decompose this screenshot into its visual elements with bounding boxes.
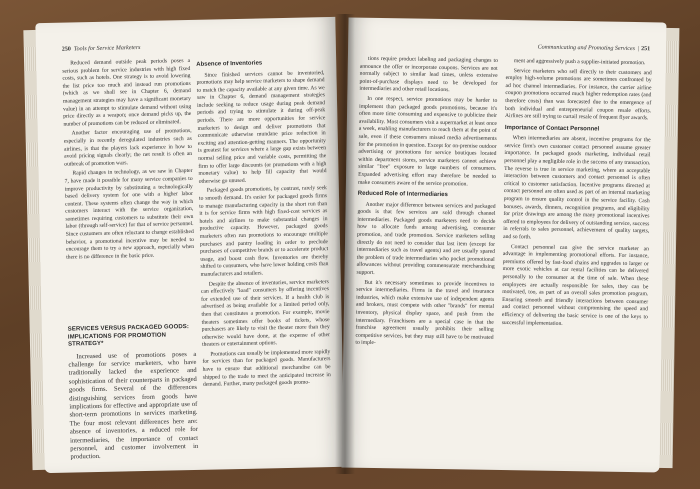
paragraph: When intermediaries are absent, incentive programs for the service firm's own customer contact personnel assume greater importance. In packaged goods marketing, individual retail personnel play a negligible role in the success of any transaction. The reverse is true in service marketing, where an acceptable interaction between customers and contact personnel is often critical to customer satisfaction. Incentive programs directed at contact personnel are often used as part of an internal marketing program to ensure quality control in the service facility. Cash bonuses, awards, dinners, recognition programs, and eligibility for prize drawings are among the many promotional incentives offered to employees for delivery of outstanding service, success in referrals to sales personnel, achievement of quality targets, and so forth.	[503, 135, 651, 241]
paragraph: Since finished services cannot be inventoried, promotions may help service marketers to shape demand to match the capacity available at any given time. As we saw in Chapter 6, demand management strategies include seeking to reduce usage during peak demand periods and trying to stimulate it during off-peak periods. There are more opportunities for service marketers to design and deliver promotions that communicate otherwise mundane price reduction in exciting and attention-getting manners. The opportunity is greatest for services where a large gap exists between normal selling price and variable costs, permitting the firm to offer large discounts (or promotions with a high monetary value) to help fill capacity that would otherwise go unused.	[196, 69, 327, 185]
subsection-heading: Absence of Inventories	[196, 60, 263, 68]
right-column-1	[355, 56, 498, 352]
right-page-number: 251	[641, 46, 651, 53]
left-column-1	[62, 58, 194, 264]
left-page	[35, 17, 344, 473]
right-running-head: Communicating and Promoting Services | 251	[537, 44, 651, 53]
paragraph: Packaged goods promotions, by contrast, rarely seek to smooth demand. It's easier for packaged goods firms to manage manufacturing capacity in the short run than it is for service firms with high fixed-cost services as hotels and airlines to make substantial changes in productive capacity. However, packaged goods marketers often run promotions to encourage multiple purchases and pantry loading in order to preclude purchases of competitive brands or to accelerate product usage, and boost cash flow. Inventories are thereby shifted to consumers, who have lower holding costs than manufacturers and retailers.	[198, 185, 329, 278]
paragraph: Another factor encouraging use of promotions, especially in recently deregulated industries such as airlines, is that the players lack experience in how to avoid pricing signals clearly; the net result is often an outbreak of promotion wars.	[63, 128, 193, 168]
left-running-title: Tools for Service Marketers	[73, 44, 141, 53]
paragraph: tions require product labeling and packaging changes to announce the offer or incorporate coupons. Services are not normally subject to similar lead times, unless extensive point-of-purchase displays need to be developed for intermediaries and other retail locations.	[359, 55, 498, 94]
right-column-2	[502, 58, 652, 331]
paragraph: Promotions can usually be implemented more rapidly for services than for packaged goods. Manufacturers have to ensure that additional merchandise can be shipped to the trade to meet the anticipated increase in demand. Further, many packaged goods promo-	[202, 348, 331, 389]
paragraph: Service marketers who sell directly to their customers and employ high-volume promotions are sometimes confronted by ad hoc channel intermediaries. For instance, the carrier airline coupon promotions occurred much higher redemption rates (and therefore costs) than was forecasted due to the emergence of both individual and entrepreneurial coupon resale efforts. Airlines are still trying to curtail resale of frequent flyer awards.	[504, 67, 652, 122]
paragraph: In one respect, service promotions may be harder to implement than packaged goods promotions, because it's often more time consuming and expensive to publicize their availability. Most consumers visit a supermarket at least once a week, enabling manufacturers to reach them at the point of sale, even if these consumers missed media advertisements for the promotion in question. Except for on-premise outdoor advertising or promotions for service boutiques located within department stores, service marketers cannot achieve similar "free" exposure to large numbers of consumers. Expanded advertising effort may therefore be needed to make consumers aware of the service promotion.	[357, 95, 498, 187]
left-column-2	[196, 55, 331, 391]
paragraph: Despite the absence of inventories, service marketers can effectively "load" consumers by offering incentives for extended use of their services. If a health club is advertised as being available for a limited period only, then that constitutes a promotion. For example, movie theaters sometimes offer books of tickets, whose purchasers are likely to visit the theater more than they otherwise would have done, at the expense of other theaters or entertainment options.	[200, 278, 330, 349]
paragraph: Rapid changes in technology, as we saw in Chapter 7, have made it possible for many service companies to improve productivity by substituting a technologically based delivery system for one with a higher labor content. These systems often change the way in which customers interact with the service organization, sometimes requiring customers to substitute their own labor (through self-service) for that of service personnel. Since customers are often reluctant to change established behavior, a promotional incentive may be needed to encourage them to try a new approach, especially when there is no difference in the basic price.	[64, 168, 195, 261]
subsection-heading: Importance of Contact Personnel	[504, 124, 600, 133]
paragraph: Increased use of promotions poses a challenge for service marketers, who have traditionally lacked the experience and sophistication of their counterparts in packaged goods firms. Several of the differences distinguishing services from goods have implications for effective and appropriate use of short-term promotions in services marketing. The four most relevant differences here are: absence of inventories, a reduced role for intermediaries, the importance of contact personnel, and customer involvement in production.	[68, 350, 199, 461]
paragraph: Another major difference between services and packaged goods is that few services are sold through channel intermediaries. Packaged goods marketers need to decide how to allocate funds among advertising, consumer promotion, and trade promotion. Service marketers selling directly do not need to consider that last item (except for intermediaries such as travel agents) and are usually spared the problem of trade intermediaries who pocket promotional allowances without providing commensurate merchandising support.	[356, 201, 496, 276]
right-page	[341, 18, 666, 473]
left-column-1-lower	[68, 316, 199, 464]
right-running-title: Communicating and Promoting Services	[537, 44, 635, 53]
book-gutter-shadow	[335, 14, 355, 474]
left-running-head	[62, 45, 141, 53]
section-heading: SERVICES VERSUS PACKAGED GOODS: IMPLICATIONS FOR PROMOTION STRATEGY*	[67, 324, 190, 348]
left-page-number: 250	[61, 46, 71, 53]
subsection-heading: Reduced Role of Intermediaries	[357, 190, 448, 199]
paragraph: ment and aggressively push a supplier-initiated promotion.	[513, 58, 646, 67]
paragraph: But it's necessary sometimes to provide incentives to service intermediaries. Firms in the travel and insurance industries, which make extensive use of independent agents and brokers, must compete with other "brands" for mental inventory, physical display space, and push from the intermediary. Franchisees are a special case in that the franchise agreement usually prohibits their selling competitive services, but they may still have to be motivated to imple-	[355, 279, 495, 347]
paragraph: Contact personnel can give the service marketer an advantage in implementing promotional efforts. For instance, premiums offered by fast-food chains and upgrades to larger or more exotic vehicles at car rental facilities can be delivered personally to the consumer at the time of sale. When these employees are actually responsible for sales, they can be motivated, too, as part of an overall sales promotion program. Ensuring smooth and friendly interactions between consumer and contact personnel without compromising the speed and efficiency of delivering the basic service is one of the keys to successful implementation.	[501, 243, 650, 327]
paragraph: Reduced demand outside peak periods poses a serious problem for service industries with high fixed costs, such as hotels. One strategy is to avoid lowering the list price too much and instead run promotions (which as we shall see in Chapter 6, demand management strategies may have a significant monetary value) in an attempt to stimulate demand without using price directly as a weapon; once demand picks up, the number of promotions can be reduced or eliminated.	[62, 57, 192, 128]
